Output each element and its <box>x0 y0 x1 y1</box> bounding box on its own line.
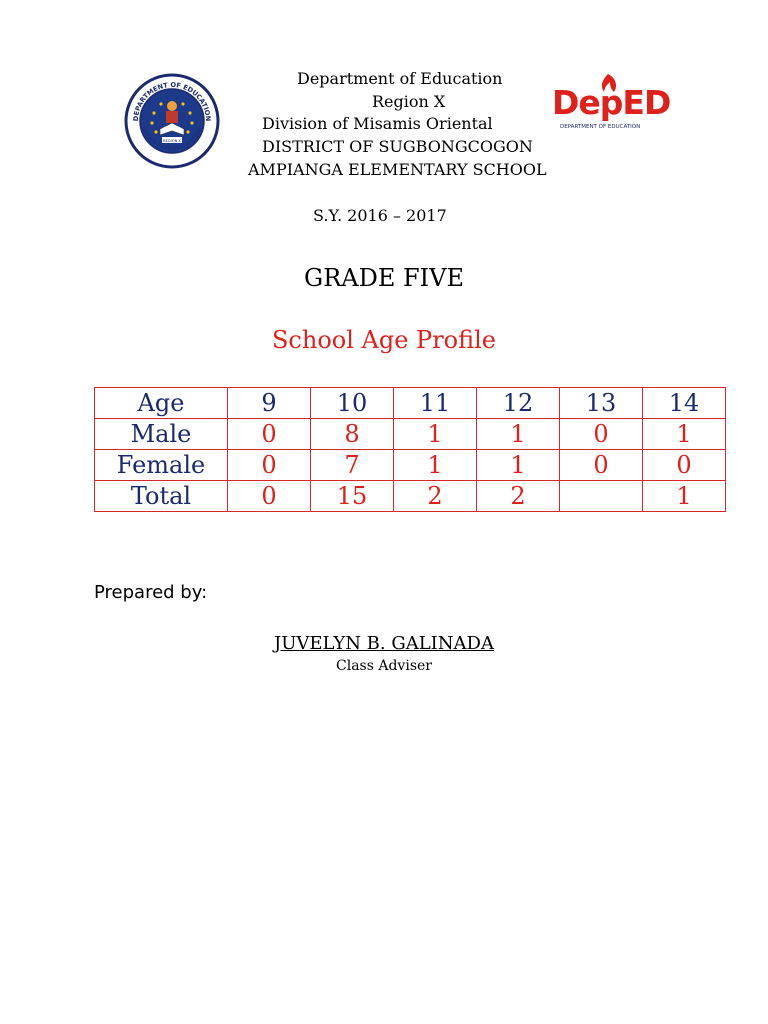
table-cell: 0 <box>643 450 726 481</box>
table-row-female <box>95 450 726 481</box>
table-cell: 15 <box>311 481 394 512</box>
age-header-cell: 14 <box>643 388 726 419</box>
header-line-2: Region X <box>372 92 446 111</box>
deped-seal-logo <box>124 73 220 169</box>
seal-center-text: REGION X <box>163 139 181 143</box>
header-line-4: DISTRICT OF SUGBONGCOGON <box>262 137 533 156</box>
deped-logo-subtext: DEPARTMENT OF EDUCATION <box>560 124 641 130</box>
row-label: Male <box>95 419 228 450</box>
age-header-cell: 13 <box>560 388 643 419</box>
age-header-cell: 10 <box>311 388 394 419</box>
table-header-label: Age <box>95 388 228 419</box>
deped-logo-text: DepED <box>552 83 670 122</box>
deped-torch-icon <box>552 70 670 134</box>
age-profile-table <box>94 387 726 512</box>
prepared-by-label: Prepared by: <box>94 582 208 603</box>
table-cell: 1 <box>477 419 560 450</box>
table-header-row <box>95 388 726 419</box>
table-cell: 1 <box>394 419 477 450</box>
table-cell: 7 <box>311 450 394 481</box>
age-header-cell: 9 <box>228 388 311 419</box>
seal-icon <box>124 73 220 169</box>
table-cell: 1 <box>643 419 726 450</box>
age-header-cell: 11 <box>394 388 477 419</box>
row-label: Female <box>95 450 228 481</box>
age-profile-table-wrapper <box>94 387 726 512</box>
signer-role: Class Adviser <box>336 658 432 674</box>
table-cell: 0 <box>560 450 643 481</box>
deped-logo <box>552 70 670 134</box>
header-line-3: Division of Misamis Oriental <box>262 114 493 133</box>
table-row-male <box>95 419 726 450</box>
page-subtitle: School Age Profile <box>271 326 497 354</box>
table-cell: 0 <box>228 419 311 450</box>
header-line-1: Department of Education <box>297 69 503 88</box>
table-row-total <box>95 481 726 512</box>
table-cell: 0 <box>228 481 311 512</box>
page-title: GRADE FIVE <box>304 264 464 292</box>
table-cell: 2 <box>477 481 560 512</box>
seal-ring-text: DEPARTMENT OF EDUCATION <box>131 80 213 122</box>
signer-name: JUVELYN B. GALINADA <box>274 633 494 654</box>
table-cell: 0 <box>560 419 643 450</box>
table-cell <box>560 481 643 512</box>
seal-bottom-text: DIVISION OF MISAMIS ORIENTAL <box>140 126 204 153</box>
table-cell: 8 <box>311 419 394 450</box>
table-cell: 1 <box>643 481 726 512</box>
age-header-cell: 12 <box>477 388 560 419</box>
row-label: Total <box>95 481 228 512</box>
table-cell: 2 <box>394 481 477 512</box>
table-cell: 1 <box>394 450 477 481</box>
table-cell: 0 <box>228 450 311 481</box>
header-line-5: AMPIANGA ELEMENTARY SCHOOL <box>248 160 547 179</box>
school-year: S.Y. 2016 – 2017 <box>313 206 447 225</box>
table-cell: 1 <box>477 450 560 481</box>
